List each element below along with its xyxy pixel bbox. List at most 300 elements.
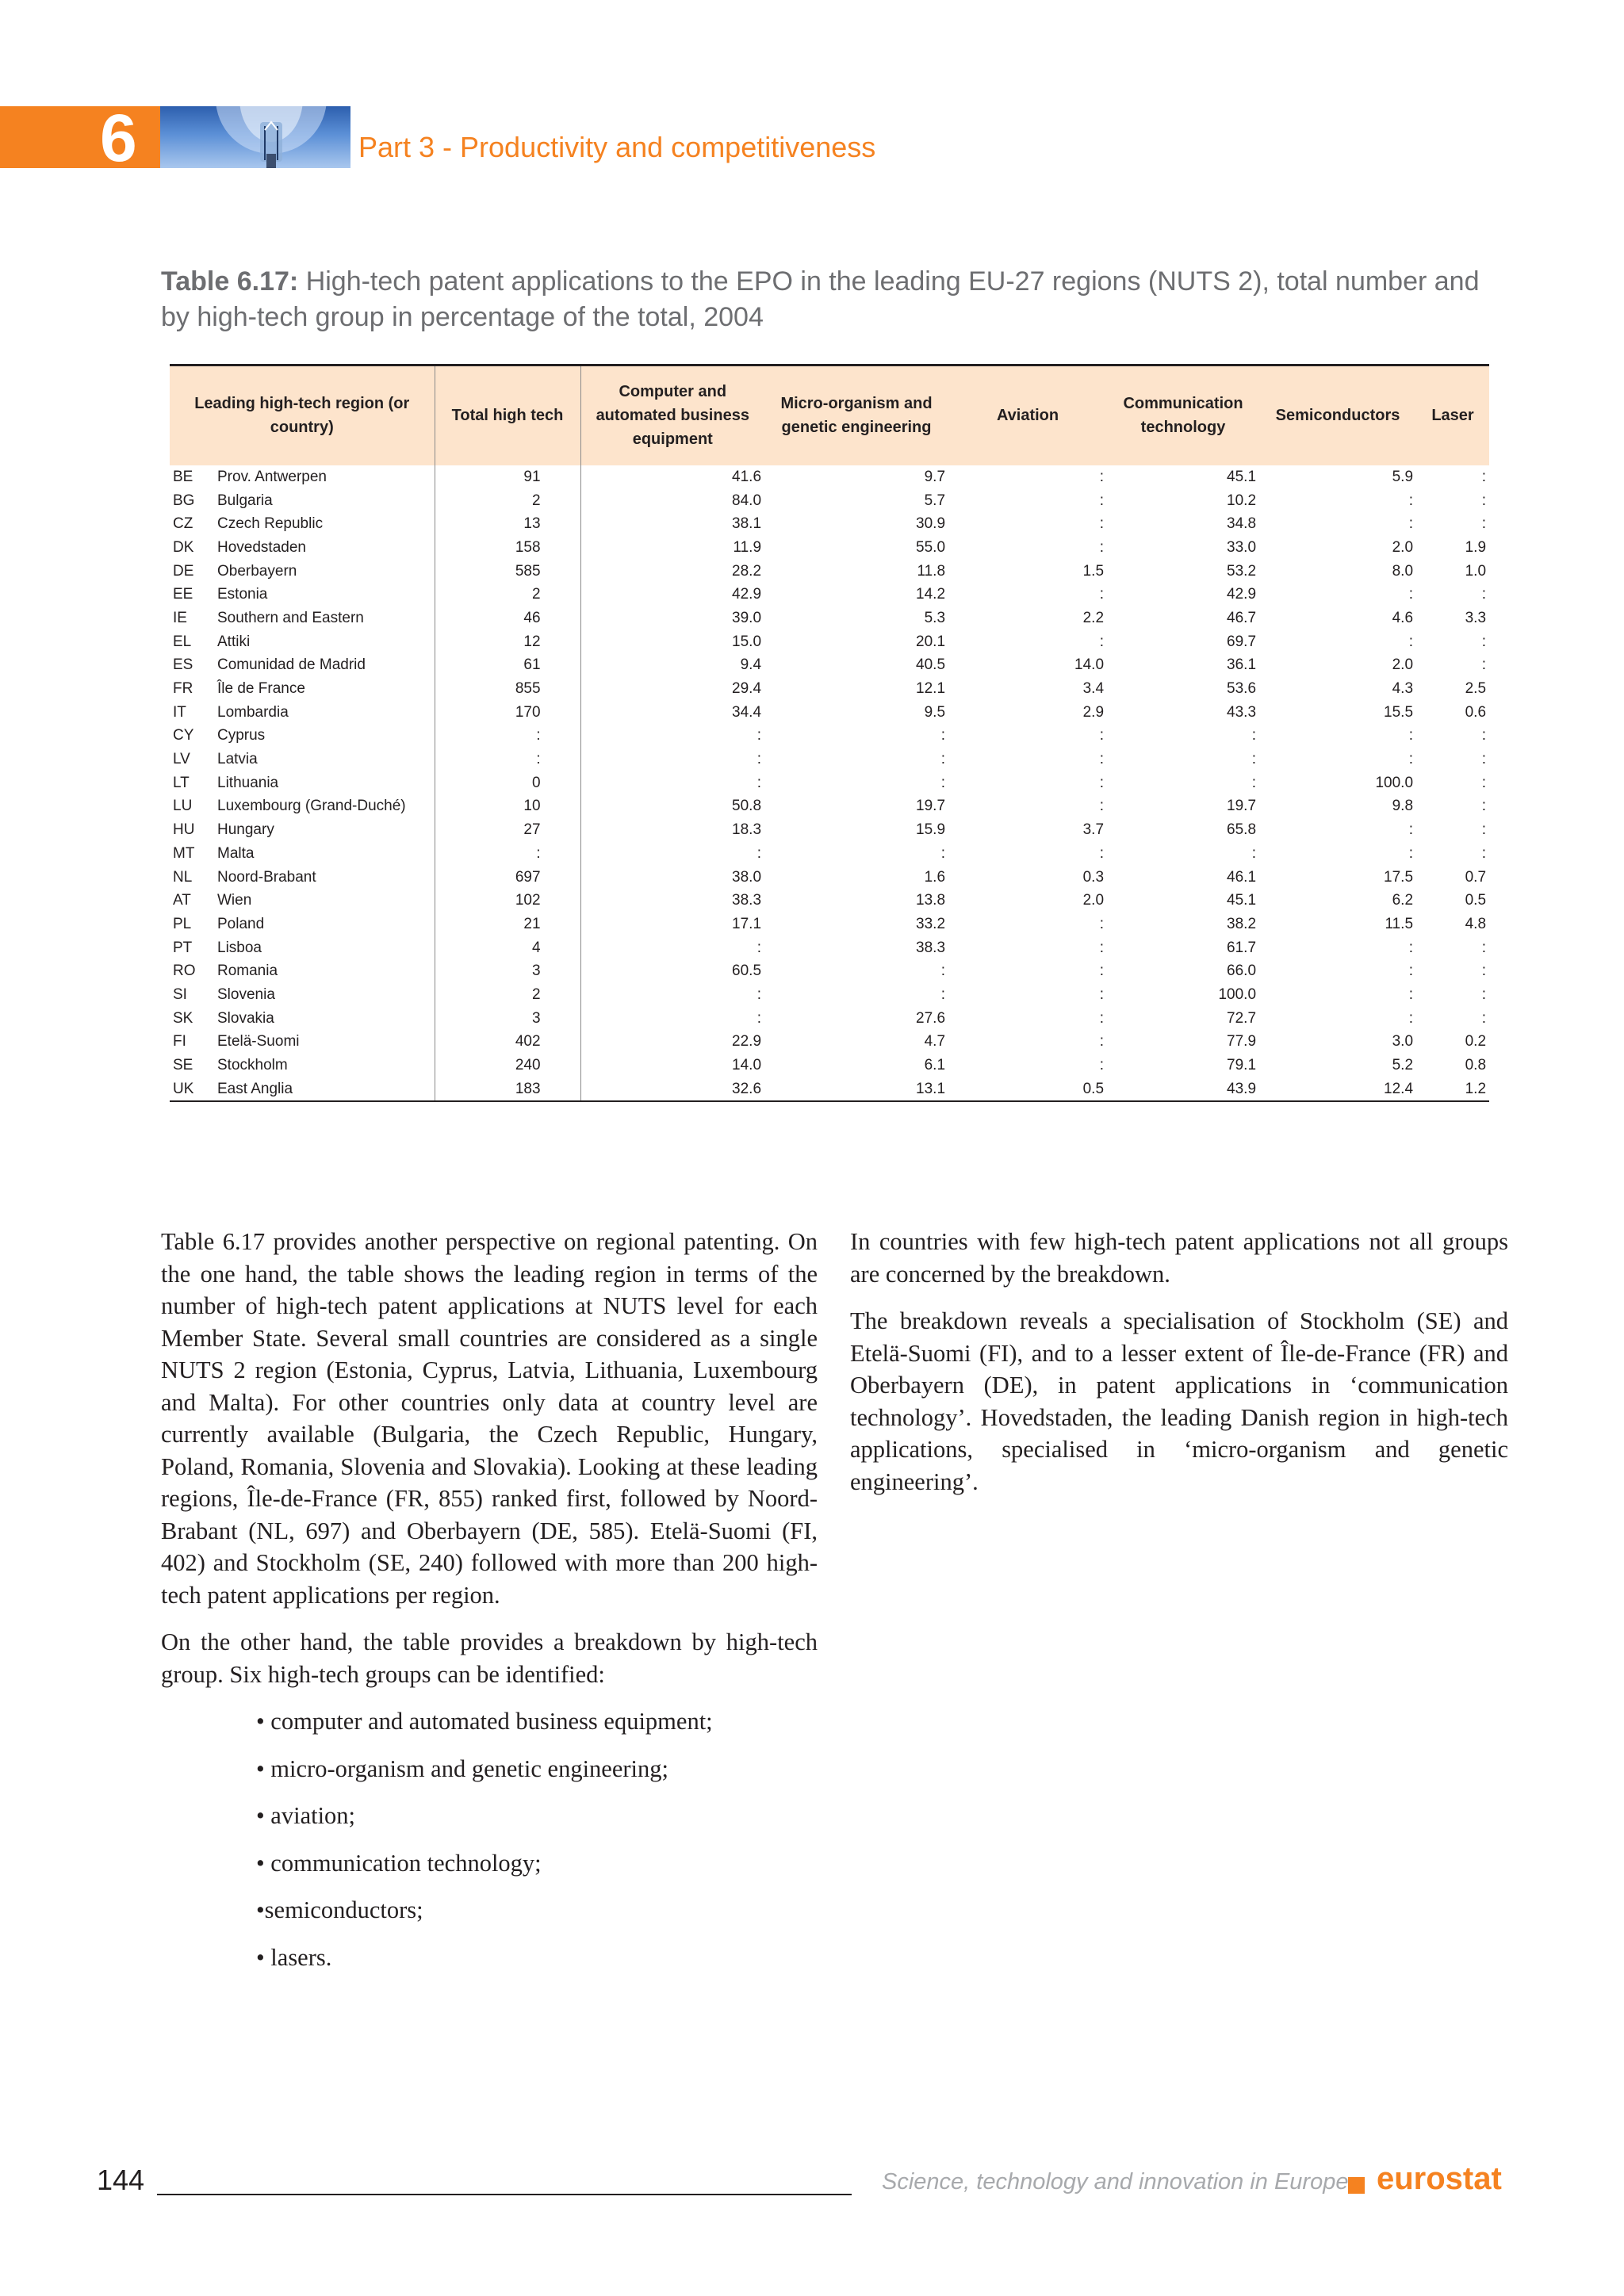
aviation-cell: : xyxy=(1099,751,1105,768)
semiconductors-cell: : xyxy=(1408,844,1414,862)
aviation-cell: : xyxy=(1099,538,1105,556)
header-communication: Communication technology xyxy=(1107,365,1259,465)
header-laser: Laser xyxy=(1416,365,1489,465)
laser-cell: : xyxy=(1481,468,1487,485)
region-code: FI xyxy=(173,1033,186,1050)
table-row xyxy=(170,629,1489,653)
micro-organism-cell: : xyxy=(940,727,946,744)
micro-organism-cell: 5.7 xyxy=(924,492,946,509)
region-name: Stockholm xyxy=(214,1054,435,1077)
computer-cell: 15.0 xyxy=(732,633,762,650)
region-code: LU xyxy=(173,798,193,815)
total-high-tech-cell: 46 xyxy=(435,607,580,630)
micro-organism-cell: 9.5 xyxy=(924,703,946,721)
aviation-cell: 2.9 xyxy=(1082,703,1105,721)
computer-cell: 11.9 xyxy=(733,538,762,556)
laser-cell: 0.7 xyxy=(1465,868,1487,886)
semiconductors-cell: 4.6 xyxy=(1392,609,1414,626)
communication-cell: 100.0 xyxy=(1218,985,1257,1003)
region-name: East Anglia xyxy=(214,1077,435,1101)
laser-cell: 0.6 xyxy=(1465,703,1487,721)
region-code: ES xyxy=(173,656,193,674)
region-name: Slovakia xyxy=(214,1006,435,1030)
semiconductors-cell: 4.3 xyxy=(1392,680,1414,698)
computer-cell: 34.4 xyxy=(732,703,762,721)
aviation-cell: : xyxy=(1099,1033,1105,1050)
aviation-cell: : xyxy=(1099,844,1105,862)
region-code: NL xyxy=(173,868,193,886)
header-micro-organism: Micro-organism and genetic engineering xyxy=(764,365,948,465)
communication-cell: : xyxy=(1251,751,1257,768)
micro-organism-cell: : xyxy=(940,962,946,980)
semiconductors-cell: 3.0 xyxy=(1392,1033,1414,1050)
laser-cell: : xyxy=(1481,939,1487,956)
total-high-tech-cell: 158 xyxy=(435,536,580,560)
micro-organism-cell: 1.6 xyxy=(924,868,946,886)
laser-cell: : xyxy=(1481,774,1487,791)
aviation-cell: : xyxy=(1099,633,1105,650)
region-name: Prov. Antwerpen xyxy=(214,465,435,489)
body-column-left xyxy=(161,1226,818,1988)
publication-title: Science, technology and innovation in Europe xyxy=(882,2169,1349,2195)
table-row xyxy=(170,794,1489,818)
table-row xyxy=(170,889,1489,913)
laser-cell: : xyxy=(1481,844,1487,862)
laser-cell: 1.9 xyxy=(1465,538,1487,556)
laser-cell: : xyxy=(1481,656,1487,674)
aviation-cell: : xyxy=(1099,586,1105,603)
region-code: LV xyxy=(173,751,190,768)
total-high-tech-cell: 91 xyxy=(435,465,580,489)
computer-cell: : xyxy=(756,939,762,956)
micro-organism-cell: 4.7 xyxy=(924,1033,946,1050)
communication-cell: 42.9 xyxy=(1227,586,1257,603)
region-code: MT xyxy=(173,844,195,862)
region-name: Southern and Eastern xyxy=(214,607,435,630)
laser-cell: 0.5 xyxy=(1465,892,1487,909)
computer-cell: : xyxy=(756,844,762,862)
total-high-tech-cell: : xyxy=(435,748,580,771)
semiconductors-cell: 5.2 xyxy=(1392,1057,1414,1074)
region-name: Hungary xyxy=(214,818,435,842)
region-name: Hovedstaden xyxy=(214,536,435,560)
region-name: Romania xyxy=(214,959,435,983)
total-high-tech-cell: 10 xyxy=(435,794,580,818)
computer-cell: 41.6 xyxy=(732,468,762,485)
communication-cell: 69.7 xyxy=(1227,633,1257,650)
page-number: 144 xyxy=(97,2164,145,2196)
total-high-tech-cell: 2 xyxy=(435,488,580,512)
region-code: BE xyxy=(173,468,193,485)
computer-cell: 28.2 xyxy=(732,562,762,580)
semiconductors-cell: : xyxy=(1408,821,1414,839)
computer-cell: : xyxy=(756,774,762,791)
table-row xyxy=(170,1054,1489,1077)
laser-cell: : xyxy=(1481,515,1487,533)
chapter-number: 6 xyxy=(100,101,137,175)
region-name: Etelä-Suomi xyxy=(214,1030,435,1054)
computer-cell: 38.0 xyxy=(732,868,762,886)
aviation-cell: : xyxy=(1099,985,1105,1003)
semiconductors-cell: 11.5 xyxy=(1385,915,1414,932)
table-row xyxy=(170,1077,1489,1101)
computer-cell: : xyxy=(756,751,762,768)
table-row xyxy=(170,936,1489,959)
micro-organism-cell: 5.3 xyxy=(924,609,946,626)
communication-cell: 61.7 xyxy=(1227,939,1257,956)
communication-cell: 45.1 xyxy=(1227,892,1257,909)
list-item: • lasers. xyxy=(256,1943,332,1971)
micro-organism-cell: : xyxy=(940,844,946,862)
micro-organism-cell: 13.8 xyxy=(916,892,946,909)
region-name: Bulgaria xyxy=(214,488,435,512)
computer-cell: 42.9 xyxy=(732,586,762,603)
list-item: • aviation; xyxy=(256,1802,356,1829)
header-aviation: Aviation xyxy=(948,365,1107,465)
region-code: PT xyxy=(173,939,193,956)
region-code: PL xyxy=(173,915,192,932)
computer-cell: 14.0 xyxy=(732,1057,762,1074)
region-code: DE xyxy=(173,562,194,580)
micro-organism-cell: : xyxy=(940,751,946,768)
computer-cell: 22.9 xyxy=(732,1033,762,1050)
laser-cell: : xyxy=(1481,751,1487,768)
header-computer: Computer and automated business equipment xyxy=(580,365,764,465)
aviation-cell: 14.0 xyxy=(1074,656,1105,674)
eurostat-logo: eurostat xyxy=(1377,2161,1502,2196)
semiconductors-cell: : xyxy=(1408,515,1414,533)
region-code: SE xyxy=(173,1057,193,1074)
laser-cell: : xyxy=(1481,586,1487,603)
micro-organism-cell: 12.1 xyxy=(916,680,946,698)
communication-cell: 77.9 xyxy=(1227,1033,1257,1050)
header-region: Leading high-tech region (or country) xyxy=(170,365,435,465)
region-code: AT xyxy=(173,892,191,909)
total-high-tech-cell: 240 xyxy=(435,1054,580,1077)
semiconductors-cell: : xyxy=(1408,962,1414,980)
region-name: Île de France xyxy=(214,677,435,701)
communication-cell: 19.7 xyxy=(1227,798,1257,815)
micro-organism-cell: 15.9 xyxy=(916,821,946,839)
aviation-cell: 1.5 xyxy=(1082,562,1105,580)
communication-cell: : xyxy=(1251,774,1257,791)
region-name: Slovenia xyxy=(214,983,435,1007)
list-item: •semiconductors; xyxy=(256,1896,423,1923)
region-name: Poland xyxy=(214,913,435,936)
micro-organism-cell: 9.7 xyxy=(924,468,946,485)
region-name: Estonia xyxy=(214,583,435,607)
table-label: Table 6.17: xyxy=(161,266,299,297)
total-high-tech-cell: 0 xyxy=(435,771,580,794)
laser-cell: : xyxy=(1481,821,1487,839)
body-paragraph: Table 6.17 provides another perspective on regional patenting. On the one hand, the table shows the leading region in terms of the number of high-tech patent applications at NUTS level for each Member State. Several small countries are considered as a single NUTS 2 region (Estonia, Cyprus, Latvia, Lithuania, Luxembourg and Malta). For other countries only data at country level are currently available (Bulgaria, the Czech Republic, Hungary, Poland, Romania, Slovenia and Slovakia). Looking at these leading regions, Île-de-France (FR, 855) ranked first, followed by Noord-Brabant (NL, 697) and Oberbayern (DE, 585). Etelä-Suomi (FI, 402) and Stockholm (SE, 240) followed with more than 200 high-tech patent applications per region. xyxy=(161,1228,818,1609)
body-paragraph: The breakdown reveals a specialisation of Stockholm (SE) and Etelä-Suomi (FI), and to a lesser extent of Île-de-France (FR) and Oberbayern (DE), in patent applications in ‘communication technology’. Hovedstaden, the leading Danish region in high-tech applications, specialised in ‘micro-organism and genetic engineering’. xyxy=(850,1307,1508,1495)
region-name: Lombardia xyxy=(214,700,435,724)
region-code: SK xyxy=(173,1009,193,1027)
high-tech-groups-list xyxy=(161,1705,818,1973)
semiconductors-cell: 17.5 xyxy=(1384,868,1414,886)
table-row xyxy=(170,465,1489,489)
part-title: Part 3 - Productivity and competitiveness xyxy=(358,131,876,163)
header-semiconductors: Semiconductors xyxy=(1259,365,1416,465)
table-row xyxy=(170,488,1489,512)
semiconductors-cell: 9.8 xyxy=(1392,798,1414,815)
laser-cell: : xyxy=(1481,633,1487,650)
table-row xyxy=(170,512,1489,536)
communication-cell: 34.8 xyxy=(1227,515,1257,533)
table-row xyxy=(170,771,1489,794)
communication-cell: 46.7 xyxy=(1227,609,1257,626)
table-row xyxy=(170,724,1489,748)
table-row xyxy=(170,865,1489,889)
aviation-cell: 3.7 xyxy=(1082,821,1105,839)
micro-organism-cell: 13.1 xyxy=(764,1077,948,1101)
body-paragraph: On the other hand, the table provides a breakdown by high-tech group. Six high-tech groups can be identified: xyxy=(161,1628,818,1688)
laser-cell: 0.8 xyxy=(1465,1057,1487,1074)
laser-cell: 2.5 xyxy=(1465,680,1487,698)
communication-cell: 10.2 xyxy=(1227,492,1257,509)
region-name: Lithuania xyxy=(214,771,435,794)
table-row xyxy=(170,913,1489,936)
computer-cell: 9.4 xyxy=(740,656,762,674)
region-code: EL xyxy=(173,633,192,650)
laser-cell: : xyxy=(1481,798,1487,815)
semiconductors-cell: : xyxy=(1408,939,1414,956)
semiconductors-cell: 2.0 xyxy=(1392,538,1414,556)
total-high-tech-cell: 13 xyxy=(435,512,580,536)
aviation-cell: : xyxy=(1099,727,1105,744)
communication-cell: 46.1 xyxy=(1227,868,1257,886)
semiconductors-cell: 15.5 xyxy=(1384,703,1414,721)
computer-cell: 50.8 xyxy=(732,798,762,815)
table-row xyxy=(170,842,1489,866)
communication-cell: 45.1 xyxy=(1227,468,1257,485)
region-code: CY xyxy=(173,727,194,744)
total-high-tech-cell: 183 xyxy=(435,1077,580,1101)
computer-cell: 38.3 xyxy=(732,892,762,909)
computer-cell: 84.0 xyxy=(732,492,762,509)
micro-organism-cell: : xyxy=(940,985,946,1003)
region-name: Malta xyxy=(214,842,435,866)
footer-divider xyxy=(157,2194,852,2195)
computer-cell: : xyxy=(756,1009,762,1027)
communication-cell: 72.7 xyxy=(1227,1009,1257,1027)
micro-organism-cell: 27.6 xyxy=(916,1009,946,1027)
region-name: Cyprus xyxy=(214,724,435,748)
semiconductors-cell: 2.0 xyxy=(1392,656,1414,674)
communication-cell: 43.9 xyxy=(1107,1077,1259,1101)
table-caption xyxy=(161,264,1509,335)
table-row xyxy=(170,536,1489,560)
table-row xyxy=(170,748,1489,771)
communication-cell: 33.0 xyxy=(1227,538,1257,556)
total-high-tech-cell: 3 xyxy=(435,1006,580,1030)
table-row xyxy=(170,607,1489,630)
region-name: Comunidad de Madrid xyxy=(214,653,435,677)
region-code: CZ xyxy=(173,515,193,533)
total-high-tech-cell: 4 xyxy=(435,936,580,959)
semiconductors-cell: : xyxy=(1408,985,1414,1003)
aviation-cell: : xyxy=(1099,515,1105,533)
region-name: Noord-Brabant xyxy=(214,865,435,889)
total-high-tech-cell: 2 xyxy=(435,983,580,1007)
aviation-cell: 3.4 xyxy=(1082,680,1105,698)
total-high-tech-cell: : xyxy=(435,842,580,866)
laser-cell: : xyxy=(1481,727,1487,744)
region-code: FR xyxy=(173,680,193,698)
table-row xyxy=(170,1030,1489,1054)
aviation-cell: : xyxy=(1099,962,1105,980)
region-name: Oberbayern xyxy=(214,559,435,583)
laser-cell: 1.0 xyxy=(1465,562,1487,580)
micro-organism-cell: 19.7 xyxy=(916,798,946,815)
total-high-tech-cell: 170 xyxy=(435,700,580,724)
computer-cell: 39.0 xyxy=(732,609,762,626)
list-item: • micro-organism and genetic engineering; xyxy=(256,1755,668,1782)
header-total: Total high tech xyxy=(435,365,580,465)
aviation-cell: 0.3 xyxy=(1082,868,1105,886)
aviation-cell: : xyxy=(1099,468,1105,485)
total-high-tech-cell: 21 xyxy=(435,913,580,936)
region-name: Wien xyxy=(214,889,435,913)
region-code: LT xyxy=(173,774,190,791)
laser-cell: 4.8 xyxy=(1465,915,1487,932)
body-paragraph: In countries with few high-tech patent applications not all groups are concerned by the breakdown. xyxy=(850,1228,1508,1288)
table-row xyxy=(170,583,1489,607)
total-high-tech-cell: 61 xyxy=(435,653,580,677)
patent-table xyxy=(170,364,1489,1102)
semiconductors-cell: 6.2 xyxy=(1392,892,1414,909)
aviation-cell: 2.2 xyxy=(1082,609,1105,626)
body-column-right xyxy=(850,1226,1508,1513)
micro-organism-cell: 20.1 xyxy=(916,633,946,650)
semiconductors-cell: : xyxy=(1408,633,1414,650)
aviation-cell: 2.0 xyxy=(1082,892,1105,909)
computer-cell: 32.6 xyxy=(580,1077,764,1101)
micro-organism-cell: 11.8 xyxy=(917,562,946,580)
region-code: IT xyxy=(173,703,186,721)
computer-cell: 29.4 xyxy=(732,680,762,698)
computer-cell: 38.1 xyxy=(732,515,762,533)
micro-organism-cell: 40.5 xyxy=(916,656,946,674)
semiconductors-cell: 100.0 xyxy=(1375,774,1414,791)
region-code: UK xyxy=(170,1077,214,1101)
aviation-cell: : xyxy=(1099,1057,1105,1074)
semiconductors-cell: : xyxy=(1408,727,1414,744)
total-high-tech-cell: 102 xyxy=(435,889,580,913)
table-row xyxy=(170,959,1489,983)
aviation-cell: 0.5 xyxy=(948,1077,1107,1101)
aviation-cell: : xyxy=(1099,1009,1105,1027)
laser-cell: : xyxy=(1481,962,1487,980)
laser-cell: 0.2 xyxy=(1465,1033,1487,1050)
computer-cell: : xyxy=(756,727,762,744)
micro-organism-cell: 30.9 xyxy=(916,515,946,533)
communication-cell: 79.1 xyxy=(1227,1057,1257,1074)
light-bulb-image xyxy=(160,106,350,168)
aviation-cell: : xyxy=(1099,492,1105,509)
region-code: EE xyxy=(173,586,193,603)
micro-organism-cell: 6.1 xyxy=(924,1057,946,1074)
laser-cell: : xyxy=(1481,1009,1487,1027)
total-high-tech-cell: 697 xyxy=(435,865,580,889)
micro-organism-cell: 33.2 xyxy=(916,915,946,932)
table-body xyxy=(170,465,1489,1102)
communication-cell: 36.1 xyxy=(1227,656,1257,674)
total-high-tech-cell: 12 xyxy=(435,629,580,653)
region-name: Lisboa xyxy=(214,936,435,959)
region-name: Luxembourg (Grand-Duché) xyxy=(214,794,435,818)
communication-cell: : xyxy=(1251,844,1257,862)
aviation-cell: : xyxy=(1099,915,1105,932)
computer-cell: 18.3 xyxy=(732,821,762,839)
computer-cell: 17.1 xyxy=(732,915,762,932)
communication-cell: 66.0 xyxy=(1227,962,1257,980)
computer-cell: : xyxy=(756,985,762,1003)
micro-organism-cell: 55.0 xyxy=(916,538,946,556)
region-code: RO xyxy=(173,962,196,980)
aviation-cell: : xyxy=(1099,774,1105,791)
semiconductors-cell: 5.9 xyxy=(1392,468,1414,485)
total-high-tech-cell: : xyxy=(435,724,580,748)
table-title: High-tech patent applications to the EPO in the leading EU-27 regions (NUTS 2), total number and by high-tech group in percentage of the total, 2004 xyxy=(161,266,1480,332)
communication-cell: 65.8 xyxy=(1227,821,1257,839)
laser-cell: 1.2 xyxy=(1416,1077,1489,1101)
region-code: IE xyxy=(173,609,187,626)
table-row xyxy=(170,983,1489,1007)
region-code: SI xyxy=(173,985,187,1003)
semiconductors-cell: : xyxy=(1408,492,1414,509)
aviation-cell: : xyxy=(1099,798,1105,815)
brand-square-icon xyxy=(1348,2177,1365,2194)
table-row xyxy=(170,818,1489,842)
laser-cell: : xyxy=(1481,985,1487,1003)
micro-organism-cell: : xyxy=(940,774,946,791)
aviation-cell: : xyxy=(1099,939,1105,956)
total-high-tech-cell: 855 xyxy=(435,677,580,701)
table-row xyxy=(170,1006,1489,1030)
table-row xyxy=(170,700,1489,724)
computer-cell: 60.5 xyxy=(732,962,762,980)
total-high-tech-cell: 585 xyxy=(435,559,580,583)
region-name: Latvia xyxy=(214,748,435,771)
region-code: DK xyxy=(173,538,194,556)
micro-organism-cell: 38.3 xyxy=(916,939,946,956)
region-code: BG xyxy=(173,492,195,509)
total-high-tech-cell: 27 xyxy=(435,818,580,842)
light-bulb-icon xyxy=(160,106,350,168)
semiconductors-cell: : xyxy=(1408,751,1414,768)
communication-cell: 43.3 xyxy=(1227,703,1257,721)
region-code: HU xyxy=(173,821,195,839)
semiconductors-cell: 8.0 xyxy=(1392,562,1414,580)
communication-cell: 53.6 xyxy=(1227,680,1257,698)
total-high-tech-cell: 3 xyxy=(435,959,580,983)
semiconductors-cell: 12.4 xyxy=(1259,1077,1416,1101)
communication-cell: : xyxy=(1251,727,1257,744)
region-name: Czech Republic xyxy=(214,512,435,536)
list-item: • computer and automated business equipment; xyxy=(256,1708,713,1735)
table-row xyxy=(170,559,1489,583)
communication-cell: 38.2 xyxy=(1227,915,1257,932)
table-row xyxy=(170,653,1489,677)
laser-cell: : xyxy=(1481,492,1487,509)
list-item: • communication technology; xyxy=(256,1849,542,1877)
semiconductors-cell: : xyxy=(1408,586,1414,603)
communication-cell: 53.2 xyxy=(1227,562,1257,580)
total-high-tech-cell: 2 xyxy=(435,583,580,607)
laser-cell: 3.3 xyxy=(1465,609,1487,626)
